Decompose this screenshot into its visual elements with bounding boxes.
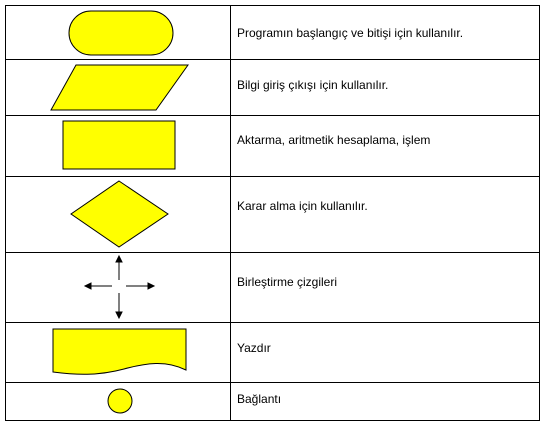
circle-connector-icon xyxy=(6,383,231,420)
shape-cell xyxy=(6,253,231,323)
table-row xyxy=(6,60,540,116)
description-cell xyxy=(231,60,540,116)
shape-cell xyxy=(6,6,231,60)
description-cell xyxy=(231,323,540,383)
description-cell xyxy=(231,177,540,253)
description-text: Birleştirme çizgileri xyxy=(237,275,338,289)
description-text: Programın başlangıç ve bitişi için kullanılır. xyxy=(237,26,464,40)
description-text: Bilgi giriş çıkışı için kullanılır. xyxy=(237,78,389,92)
table-row xyxy=(6,177,540,253)
parallelogram-icon xyxy=(6,60,231,115)
rectangle-icon xyxy=(6,116,231,176)
description-cell xyxy=(231,253,540,323)
shape-cell xyxy=(6,323,231,383)
four-arrows-icon xyxy=(6,253,231,322)
table-row xyxy=(6,253,540,323)
description-text: Bağlantı xyxy=(237,392,282,406)
shape-cell xyxy=(6,116,231,177)
description-cell xyxy=(231,6,540,60)
flowchart-symbols-table xyxy=(5,5,540,421)
description-text: Karar alma için kullanılır. xyxy=(237,199,368,213)
diamond-icon xyxy=(6,177,231,252)
terminal-oval-icon xyxy=(6,6,231,59)
table-row xyxy=(6,323,540,383)
description-text: Aktarma, aritmetik hesaplama, işlem xyxy=(237,133,431,147)
description-cell xyxy=(231,116,540,177)
document-icon xyxy=(6,323,231,382)
table-row xyxy=(6,116,540,177)
shape-cell xyxy=(6,177,231,253)
table-row xyxy=(6,6,540,60)
description-text: Yazdır xyxy=(237,341,271,355)
shape-cell xyxy=(6,60,231,116)
